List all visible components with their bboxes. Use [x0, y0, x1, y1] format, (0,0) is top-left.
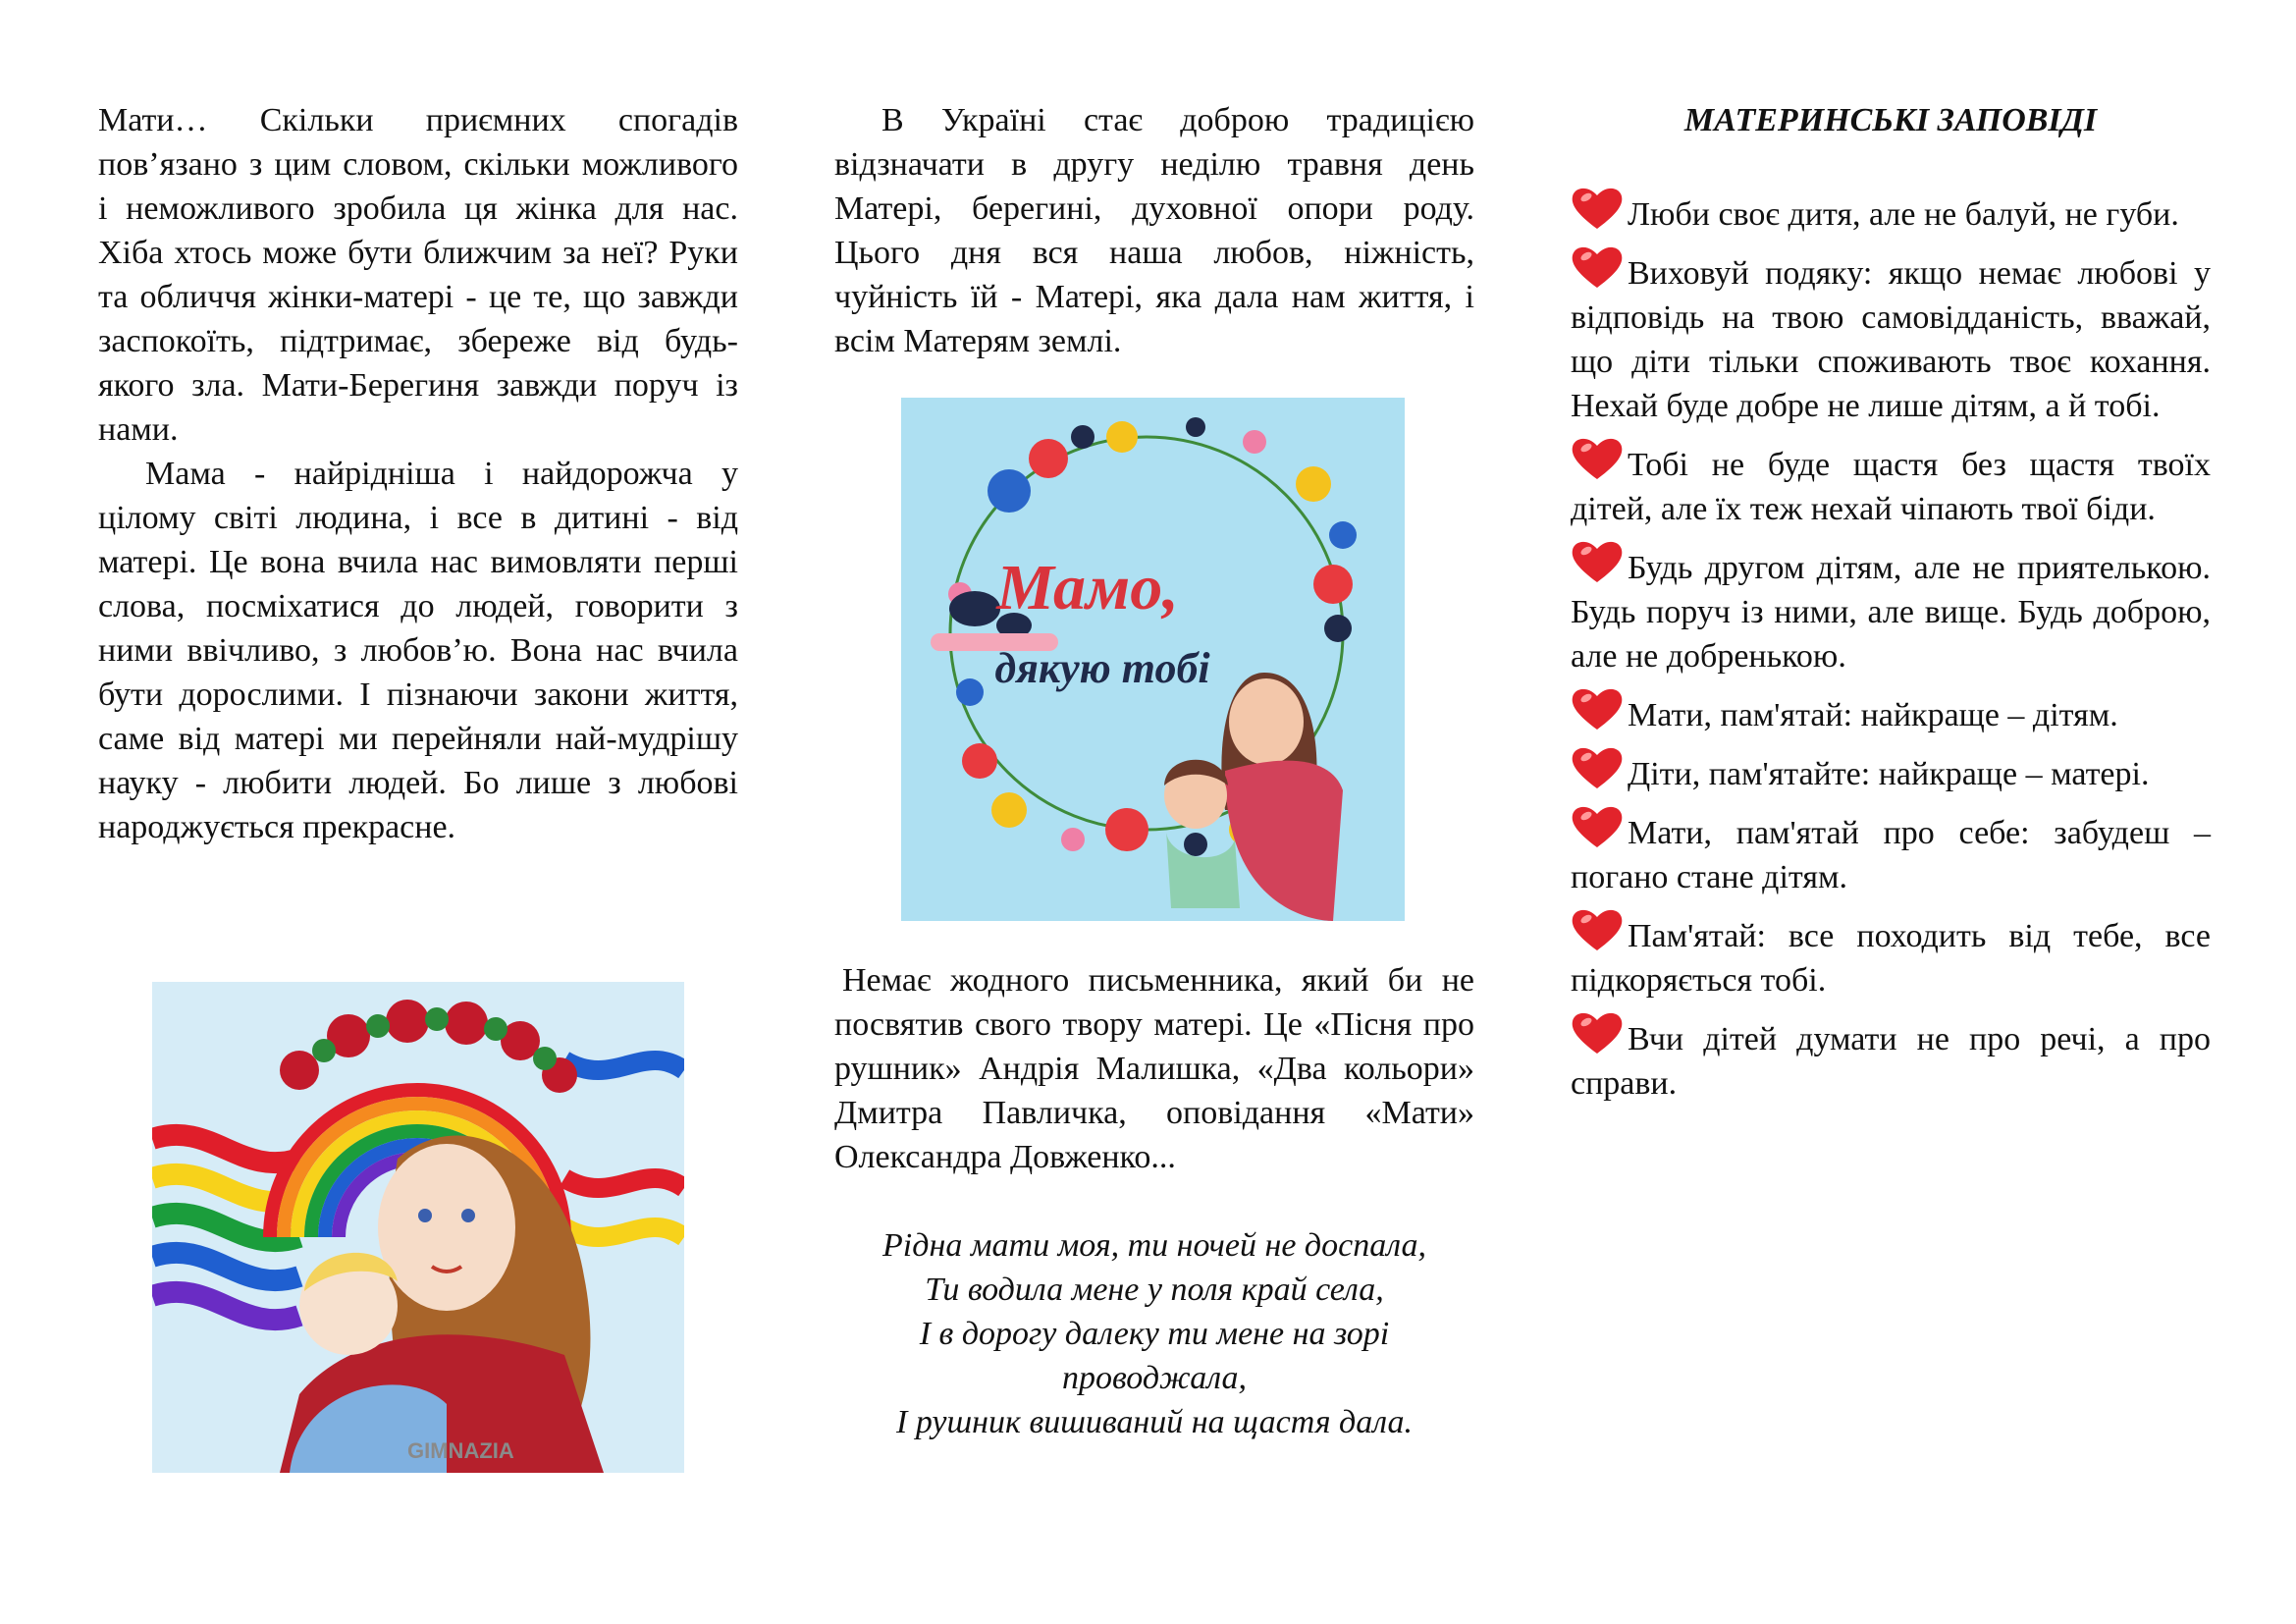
commandment-item: [1571, 539, 2211, 678]
heart-icon: [1571, 436, 1624, 481]
commandment-item: [1571, 186, 2211, 237]
commandment-item: [1571, 804, 2211, 899]
heart-icon: [1571, 686, 1624, 731]
commandment-text: Діти, пам'ятайте: найкраще – матері.: [1628, 756, 2150, 792]
heart-icon: [1571, 186, 1624, 231]
commandment-text: Пам'ятай: все походить від тебе, все підкоряється тобі.: [1571, 918, 2211, 999]
column-3: [1571, 98, 2211, 1113]
poem-line: І рушник вишиваний на щастя дала.: [896, 1404, 1413, 1440]
commandment-item: [1571, 907, 2211, 1002]
picture-watermark: GIMNAZIA: [407, 1438, 514, 1463]
commandment-item: [1571, 244, 2211, 428]
poem-line: проводжала,: [1062, 1360, 1247, 1396]
heart-icon: [1571, 244, 1624, 290]
commandment-item: [1571, 436, 2211, 531]
commandments-heading: МАТЕРИНСЬКІ ЗАПОВІДІ: [1683, 102, 2098, 138]
card-title: Мамо,: [996, 552, 1179, 623]
column-2-lower: [834, 958, 1474, 1444]
poem: [834, 1223, 1474, 1444]
poem-line: І в дорогу далеку ти мене на зорі: [919, 1316, 1390, 1352]
column-2: [834, 98, 1474, 363]
card-subtitle: дякую тобі: [994, 644, 1210, 692]
commandment-text: Вчи дітей думати не про речі, а про справи.: [1571, 1021, 2211, 1102]
poem-line: Рідна мати моя, ти ночей не доспала,: [882, 1227, 1426, 1264]
commandment-text: Люби своє дитя, але не балуй, не губи.: [1628, 196, 2179, 233]
heart-icon: [1571, 745, 1624, 790]
thank-you-mom-card: [901, 398, 1405, 921]
commandment-text: Мати, пам'ятай: найкраще – дітям.: [1628, 697, 2118, 733]
commandment-item: [1571, 686, 2211, 737]
commandment-text: Виховуй подяку: якщо немає любові у відповідь на твою самовідданість, вважай, що діти тільки споживають твоє кохання. Нехай буде добре не лише дітям, а й тобі.: [1571, 255, 2211, 424]
commandment-text: Мати, пам'ятай про себе: забудеш – погано стане дітям.: [1571, 815, 2211, 895]
poem-line: Ти водила мене у поля край села,: [925, 1272, 1384, 1308]
commandments-list: [1571, 186, 2211, 1106]
intro-paragraph: Мати… Скільки приємних спогадів пов’язано з цим словом, скільки можливого і неможливого зробила ця жінка для нас. Хіба хтось може бути ближчим за неї? Руки та обличчя жінки-матері - це те, що завжди заспокоїть, підтримає, збереже від будь-якого зла. Мати-Берегиня завжди поруч із нами.: [98, 102, 738, 448]
commandment-text: Будь другом дітям, але не приятелькою. Будь поруч із ними, але вище. Будь доброю, але не добренькою.: [1571, 550, 2211, 675]
writers-paragraph: Немає жодного письменника, який би не посвятив свого твору матері. Це «Пісня про рушник» Андрія Малишка, «Два кольори» Дмитра Павличка, оповідання «Мати» Олександра Довженко...: [834, 962, 1474, 1175]
commandment-text: Тобі не буде щастя без щастя твоїх дітей, але їх теж нехай чіпають твої біди.: [1571, 447, 2211, 527]
heart-icon: [1571, 1010, 1624, 1056]
mother-paragraph: Мама - найрідніша і найдорожча у цілому світі людина, і все в дитині - від матері. Це вона вчила нас вимовляти перші слова, посміхатися до людей, говорити з ними ввічливо, з любов’ю. Вона нас вчила бути дорослими. І пізнаючи закони життя, саме від матері ми перейняли най-мудрішу науку - любити людей. Бо лише з любові народжується прекрасне.: [98, 456, 738, 845]
heart-icon: [1571, 539, 1624, 584]
commandment-item: [1571, 1010, 2211, 1106]
tradition-paragraph: В Україні стає доброю традицією відзначати в другу неділю травня день Матері, берегині, духовної опори роду. Цього дня вся наша любов, ніжність, чуйність їй - Матері, яка дала нам життя, і всім Матерям землі.: [834, 102, 1474, 359]
commandment-item: [1571, 745, 2211, 796]
mother-and-child-illustration: [152, 982, 684, 1473]
heart-icon: [1571, 907, 1624, 952]
column-1: [98, 98, 738, 849]
heart-icon: [1571, 804, 1624, 849]
